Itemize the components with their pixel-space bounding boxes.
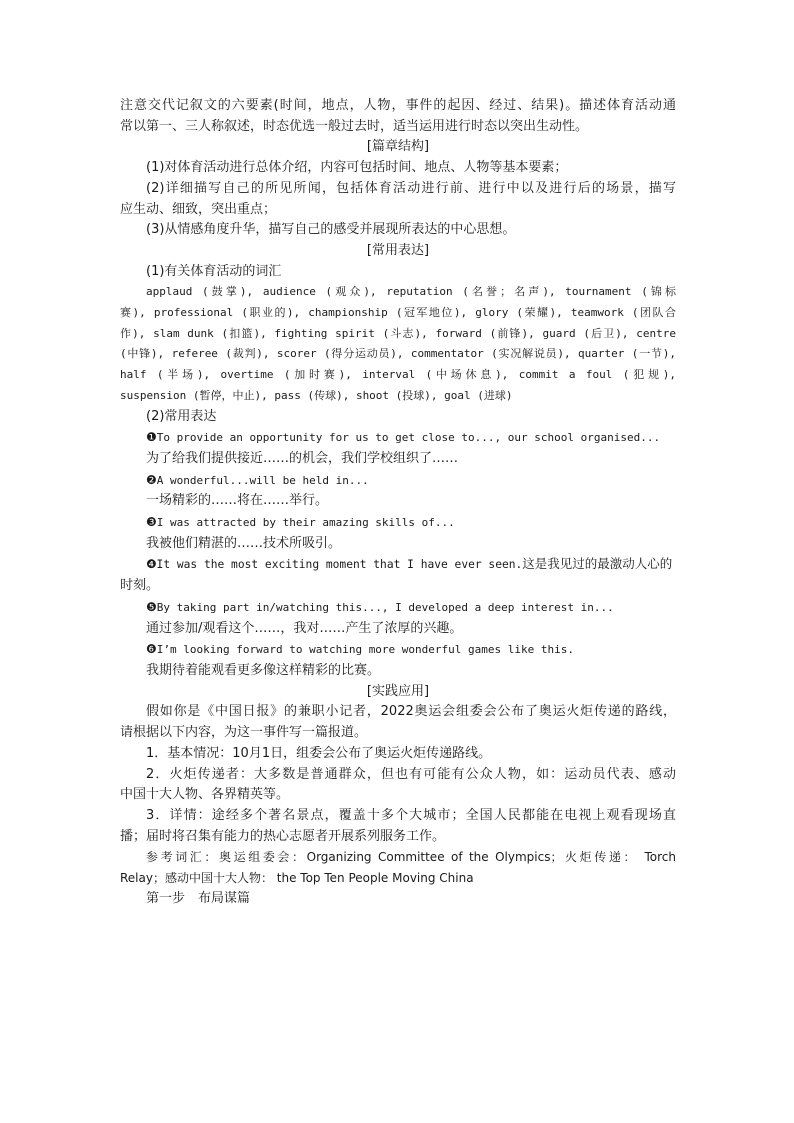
phrase-en-text: By taking part in/watching this..., I developed a deep interest in... (156, 600, 614, 614)
circled-number-2: ❷ (146, 472, 157, 487)
intro-line-2: 常以第一、三人称叙述，时态优选一般过去时，适当运用进行时态以突出生动性。 (120, 118, 589, 134)
phrase-en-text: I’m looking forward to watching more wonderful games like this. (156, 643, 574, 657)
phrase-6-zh: 我期待着能观看更多像这样精彩的比赛。 (146, 662, 381, 678)
circled-number-5: ❺ (146, 599, 157, 614)
phrase-en-text: It was the most exciting moment that I have ever seen. (156, 558, 523, 572)
expressions-heading: [常用表达] (366, 242, 430, 258)
phrase-2-en (120, 470, 676, 492)
practice-item-3-line-1: 3．详情：途经多个著名景点，覆盖十多个大城市；全国人民都能在电视上观看现场直 (146, 807, 676, 823)
structure-point-1: (1)对体育活动进行总体介绍，内容可包括时间、地点、人物等基本要素； (146, 160, 568, 176)
phrases-title: (2)常用表达 (146, 408, 217, 424)
practice-item-2-line-2: 中国十大人物、各界精英等。 (120, 787, 290, 803)
phrase-en-text: A wonderful...will be held in... (156, 473, 369, 487)
phrase-zh-inline: 这是我见过的最激动人心的 (522, 556, 673, 572)
phrase-5-en (120, 597, 676, 619)
practice-task-line-1: 假如你是《中国日报》的兼职小记者，2022奥运会组委会公布了奥运火炬传递的路线， (146, 704, 676, 720)
vocab-line: suspension (暂停，中止), pass (传球), shoot (投球), goal (进球) (120, 388, 513, 402)
document-page (120, 96, 676, 909)
structure-point-3: (3)从情感角度升华，描写自己的感受并展现所表达的中心思想。 (146, 222, 516, 238)
vocab-line: 赛), professional (职业的), championship (冠军地位), glory (荣耀), teamwork (团队合 (120, 306, 676, 320)
phrase-3-zh: 我被他们精湛的……技术所吸引。 (146, 535, 342, 551)
circled-number-4: ❹ (146, 557, 157, 572)
phrase-en-text: To provide an opportunity for us to get close to..., our school organised... (156, 431, 661, 445)
vocab-line: applaud (鼓掌), audience (观众), reputation (名誉；名声), tournament (锦标 (146, 285, 676, 299)
structure-point-2-line-2: 应生动、细致，突出重点； (120, 201, 277, 217)
phrase-1-en (120, 427, 676, 449)
phrase-2-zh: 一场精彩的……将在……举行。 (146, 493, 329, 509)
phrase-3-en (120, 512, 676, 534)
phrase-en-text: I was attracted by their amazing skills of... (156, 516, 455, 530)
circled-number-6: ❻ (146, 642, 157, 657)
vocab-line: 作), slam dunk (扣篮), fighting spirit (斗志), forward (前锋), guard (后卫), centre (120, 326, 676, 340)
step-one-label: 第一步 布局谋篇 (146, 890, 251, 906)
vocab-title: (1)有关体育活动的词汇 (146, 263, 282, 279)
intro-line-1: 注意交代记叙文的六要素(时间，地点，人物，事件的起因、经过、结果)。描述体育活动通 (120, 98, 676, 113)
reference-vocab-line-1: 参考词汇：奥运组委会：Organizing Committee of the Olympics；火炬传递： Torch (146, 850, 676, 865)
practice-item-2-line-1: 2．火炬传递者：大多数是普通群众，但也有可能有公众人物，如：运动员代表、感动 (146, 766, 676, 782)
structure-point-2-line-1: (2)详细描写自己的所见所闻，包括体育活动进行前、进行中以及进行后的场景，描写 (146, 180, 676, 196)
practice-item-3-line-2: 播；届时将召集有能力的热心志愿者开展系列服务工作。 (120, 828, 446, 844)
circled-number-1: ❶ (146, 430, 157, 445)
practice-heading: [实践应用] (366, 683, 430, 699)
reference-vocab-line-2: Relay；感动中国十大人物： the Top Ten People Moving China (120, 871, 474, 886)
phrase-4-en (120, 554, 676, 576)
vocab-line: half (半场), overtime (加时赛), interval (中场休息), commit a foul (犯规), (120, 368, 676, 382)
phrase-4-zh: 时刻。 (120, 578, 160, 594)
phrase-1-zh: 为了给我们提供接近……的机会，我们学校组织了…… (146, 450, 459, 466)
phrase-5-zh: 通过参加/观看这个……，我对……产生了浓厚的兴趣。 (146, 620, 463, 636)
phrase-6-en (120, 639, 676, 661)
practice-item-1: 1．基本情况：10月1日，组委会公布了奥运火炬传递路线。 (146, 745, 492, 761)
structure-heading: [篇章结构] (366, 139, 430, 155)
vocab-line: (中锋), referee (裁判), scorer (得分运动员), commentator (实况解说员), quarter (一节), (120, 347, 676, 361)
circled-number-3: ❸ (146, 515, 157, 530)
practice-task-line-2: 请根据以下内容，为这一事件写一篇报道。 (120, 725, 368, 741)
